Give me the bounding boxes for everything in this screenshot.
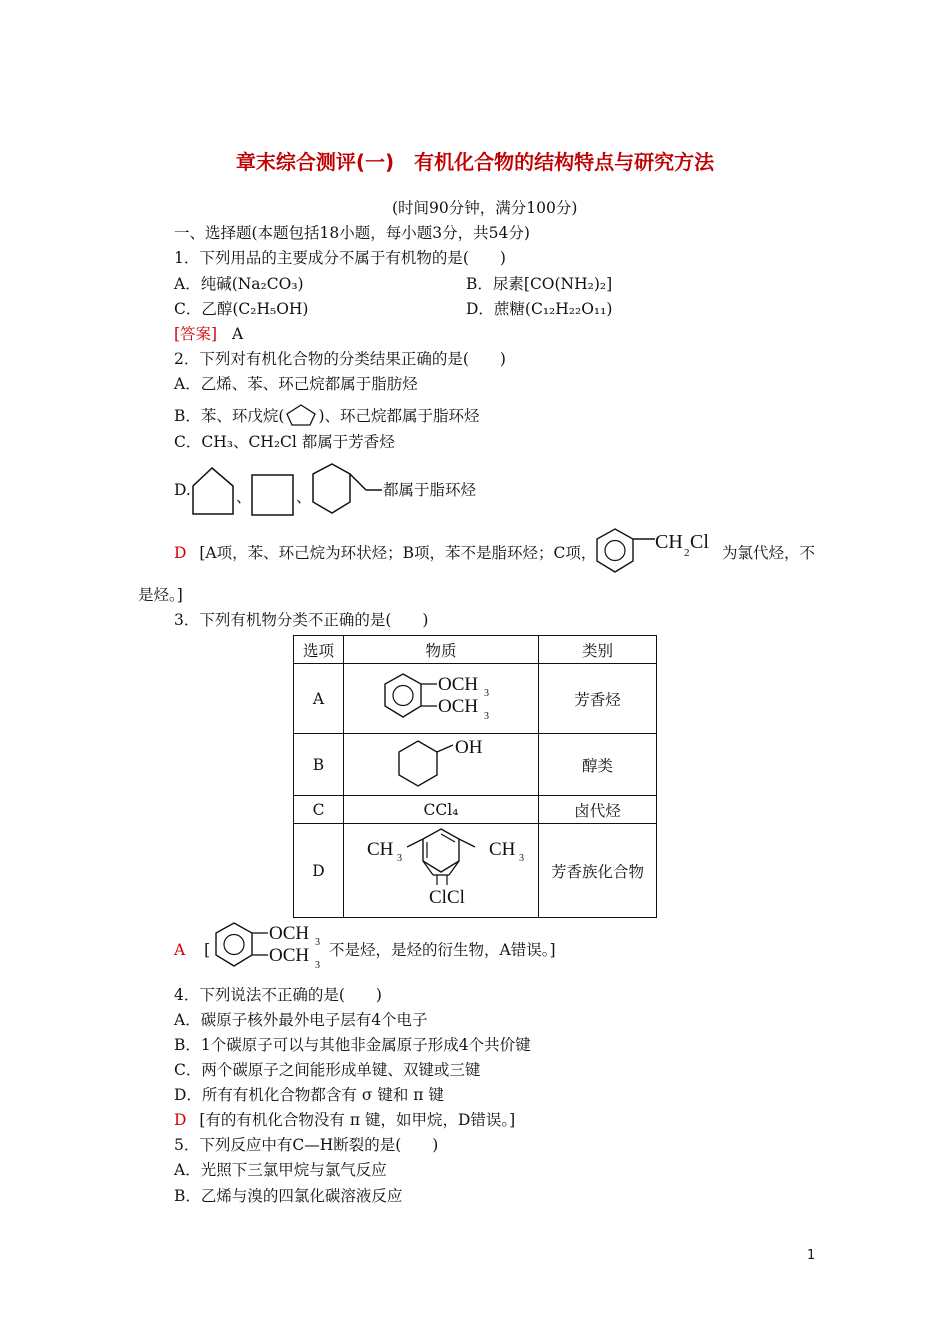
q5-option-a: A．光照下三氯甲烷与氯气反应 (174, 1161, 387, 1179)
benzyl-chloride-structure (593, 526, 718, 576)
q1-option-c: C．乙醇(C₂H₅OH) (174, 300, 309, 318)
row-option: C (294, 796, 344, 824)
och-label-2: OCH (438, 695, 479, 717)
q2-option-d-label: D. (174, 481, 191, 499)
q4-option-c: C．两个碳原子之间能形成单键、双键或三键 (174, 1061, 481, 1079)
header-category: 类别 (539, 636, 657, 664)
cyclohexanol-structure (393, 735, 489, 791)
och-label-1: OCH (438, 673, 479, 695)
sub-3-right: 3 (519, 852, 524, 864)
cyclobutane-structure (251, 474, 295, 516)
classification-table (293, 635, 657, 918)
q4-answer: D (174, 1111, 187, 1129)
section-heading: 一、选择题(本题包括18小题，每小题3分，共54分) (174, 224, 530, 242)
subtitle: (时间90分钟，满分100分) (392, 199, 578, 217)
page-number: 1 (807, 1248, 816, 1263)
row-substance (344, 824, 539, 918)
q2-expl-end: 是烃。] (138, 586, 183, 604)
sub-3-inline-1: 3 (315, 937, 320, 948)
ch-label: CH (655, 531, 683, 553)
cyclopentene-structure (192, 466, 236, 516)
ch-label-right: CH (489, 838, 516, 860)
q2-d-sep-1: 、 (236, 488, 252, 506)
sub-3-label-2: 3 (484, 710, 489, 722)
q3-expl-open: [ (204, 941, 211, 959)
q3-answer: A (174, 941, 186, 959)
q3-stem: 3．下列有机物分类不正确的是( ) (174, 611, 429, 629)
q4-option-b: B．1个碳原子可以与其他非金属原子形成4个共价键 (174, 1036, 531, 1054)
table-row (294, 664, 657, 734)
table-row (294, 796, 657, 824)
q2-expl-text: [A项，苯、环己烷为环状烃；B项，苯不是脂环烃；C项， (199, 544, 597, 562)
row-option: A (294, 664, 344, 734)
ch-label-left: CH (367, 838, 394, 860)
header-option: 选项 (294, 636, 344, 664)
q2-answer: D (174, 544, 187, 562)
q3-expl-post: 不是烃，是烃的衍生物，A错误。] (329, 941, 556, 959)
q4-explanation (174, 1110, 515, 1130)
sub-3-label-1: 3 (484, 687, 489, 699)
sub-3-inline-2: 3 (315, 960, 320, 971)
row-category: 芳香烃 (539, 664, 657, 734)
q2-b-pre: B．苯、环戊烷( (174, 407, 285, 425)
och-inline-2: OCH (269, 945, 310, 966)
clcl-label: ClCl (429, 886, 465, 908)
row-category: 卤代烃 (539, 796, 657, 824)
q4-option-a: A．碳原子核外最外电子层有4个电子 (174, 1011, 428, 1029)
cl-label: Cl (690, 531, 709, 553)
page-title: 章末综合测评(一) 有机化合物的结构特点与研究方法 (235, 150, 715, 174)
q5-stem: 5．下列反应中有C—H断裂的是( ) (174, 1136, 439, 1154)
q4-stem: 4．下列说法不正确的是( ) (174, 986, 382, 1004)
row-substance: CCl₄ (344, 796, 539, 824)
q1-option-b: B．尿素[CO(NH₂)₂] (466, 275, 613, 293)
q2-d-post: 都属于脂环烃 (383, 481, 477, 499)
row-substance (344, 664, 539, 734)
q4-expl-text: [有的有机化合物没有 π 键，如甲烷，D错误。] (199, 1111, 516, 1129)
answer-tag: [答案] (174, 325, 218, 343)
header-substance: 物质 (344, 636, 539, 664)
q2-stem: 2．下列对有机化合物的分类结果正确的是( ) (174, 350, 506, 368)
q4-option-d: D．所有有机化合物都含有 σ 键和 π 键 (174, 1086, 444, 1104)
dimethoxybenzene-inline-structure (212, 918, 332, 976)
q2-d-sep-2: 、 (296, 488, 312, 506)
oh-label: OH (455, 736, 483, 758)
sub-3-left: 3 (397, 852, 402, 864)
sub-2-label: 2 (684, 547, 690, 559)
och-inline-1: OCH (269, 923, 310, 944)
row-option: D (294, 824, 344, 918)
q5-option-b: B．乙烯与溴的四氯化碳溶液反应 (174, 1187, 403, 1205)
row-substance (344, 734, 539, 796)
q1-stem: 1．下列用品的主要成分不属于有机物的是( ) (174, 249, 506, 267)
q2-option-b (174, 403, 480, 427)
benzocyclobutene-structure (351, 825, 531, 913)
cyclopentane-icon (284, 403, 318, 427)
row-category: 醇类 (539, 734, 657, 796)
q1-option-a: A．纯碱(Na₂CO₃) (174, 275, 304, 293)
q2-expl-post: 为氯代烃，不 (722, 544, 816, 562)
q2-b-post: )、环己烷都属于脂环烃 (318, 407, 480, 425)
row-option: B (294, 734, 344, 796)
q2-explanation (174, 543, 596, 563)
q2-option-c: C．CH₃、CH₂Cl 都属于芳香烃 (174, 433, 395, 451)
q3-explanation (174, 940, 210, 960)
q1-option-d: D．蔗糖(C₁₂H₂₂O₁₁) (466, 300, 613, 318)
row-category: 芳香族化合物 (539, 824, 657, 918)
answer-value: A (232, 325, 244, 343)
dimethoxybenzene-structure (381, 666, 501, 728)
methylcyclohexane-structure (310, 462, 384, 516)
q1-answer (174, 324, 243, 344)
table-row (294, 824, 657, 918)
table-row (294, 734, 657, 796)
q2-option-a: A．乙烯、苯、环己烷都属于脂肪烃 (174, 375, 418, 393)
